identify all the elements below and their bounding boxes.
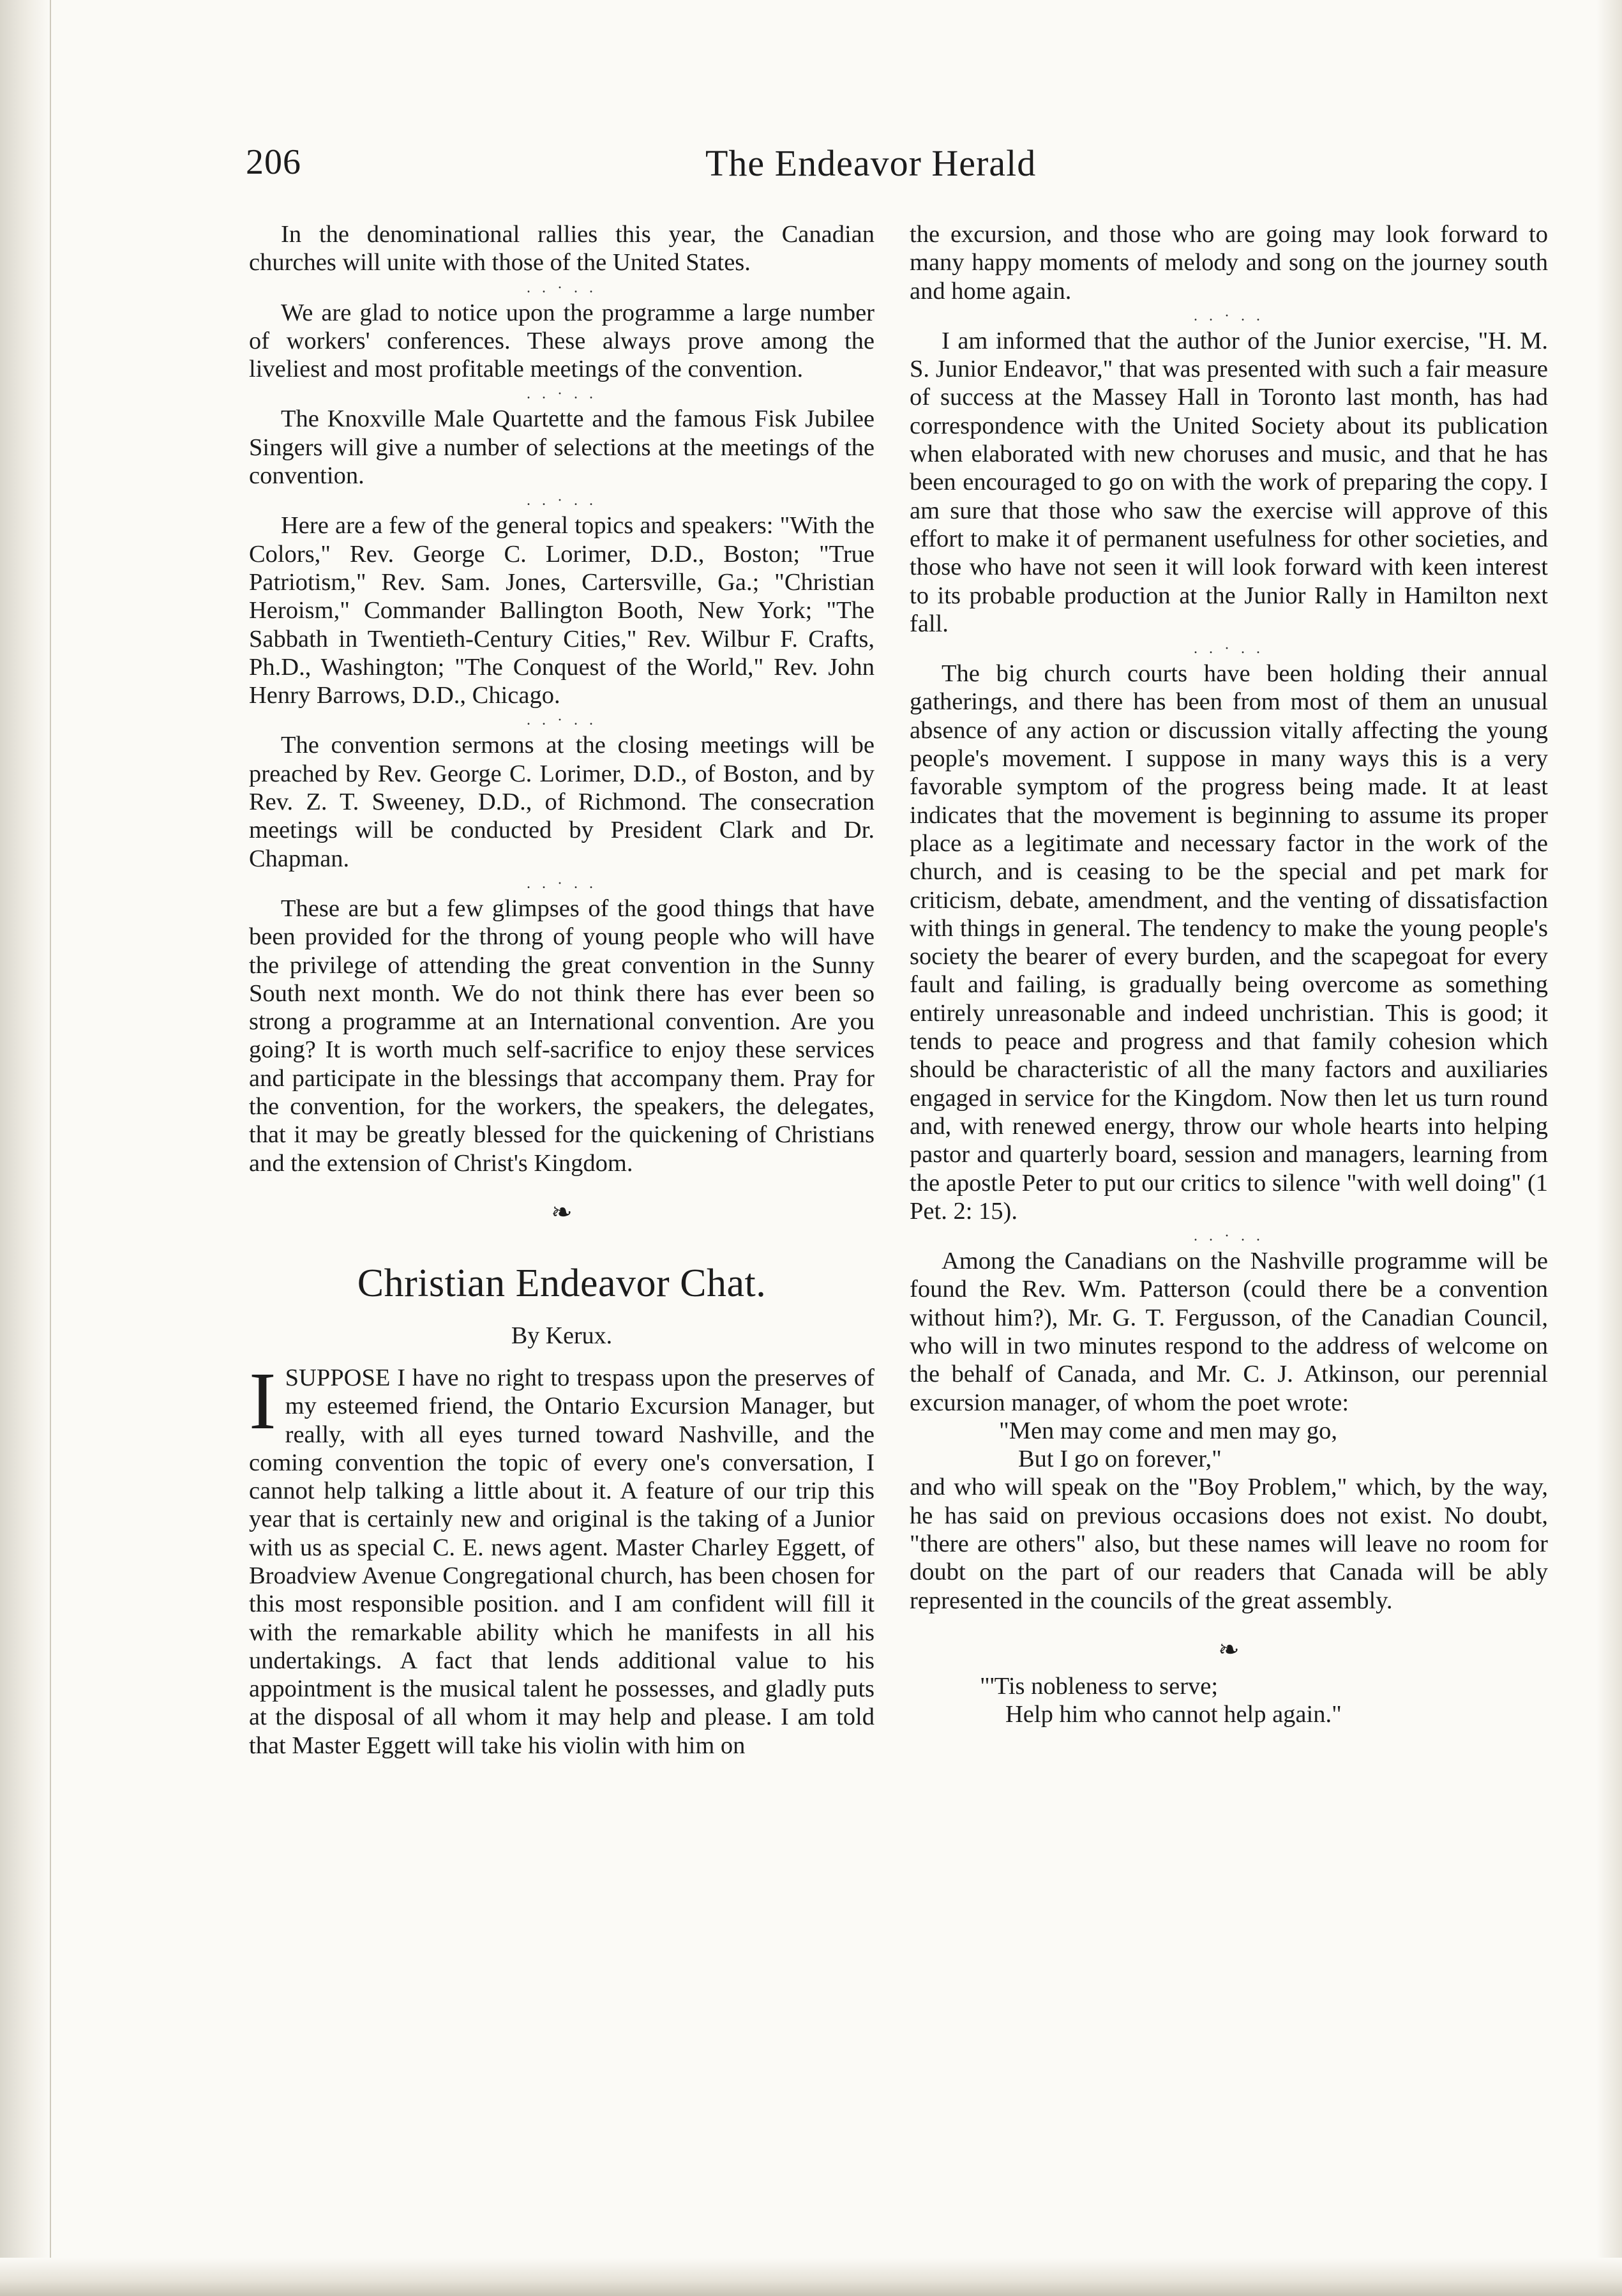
right-paragraph-3: The big church courts have been holding their annual gatherings, and there has been from most of them an unusual absence of any action or discussion vitally affecting the young people's movement. I suppose in many ways this is a very favorable symptom of the progress being made. It at least indicates that the movement is beginning to assume its proper place as a legitimate and necessary factor in the work of the church, and is ceasing to be the special and pet mark for criticism, debate, amendment, and the venting of dissatisfaction with things in general. The tendency to make the young people's society the bearer of every burden, and the scapegoat for every fault and failing, is gradually being overcome as something entirely unreasonable and indeed unchristian. This is good; it tends to peace and progress and that family cohesion which should be characteristic of all the many factors and auxiliaries engaged in service for the Kingdom. Now then let us turn round and, with renewed energy, throw our whole hearts into helping pastor and quarterly board, session and managers, learning from the apostle Peter to put our critics to silence "with well doing" (1 Pet. 2: 15). — [910, 660, 1548, 1225]
closing-quote — [910, 1672, 1548, 1729]
right-paragraph-1: the excursion, and those who are going may look forward to many happy moments of melody and song on the journey south and home again. — [910, 221, 1548, 305]
journal-title: The Endeavor Herald — [705, 142, 1037, 184]
chat-paragraph-1 — [249, 1355, 875, 1760]
right-paragraph-5: and who will speak on the "Boy Problem," which, by the way, he has said on previous occasions does not exist. No doubt, "there are others" also, but these names will leave no room for doubt on the part of our readers that Canada will be ably represented in the councils of the great assembly. — [910, 1474, 1548, 1614]
closing-quote-line-1: "'Tis nobleness to serve; — [980, 1672, 1219, 1700]
left-paragraph-1: In the denominational rallies this year, the Canadian churches will unite with those of the United States. — [249, 221, 875, 276]
verse-line-2: But I go on forever," — [1018, 1446, 1222, 1473]
right-column — [910, 220, 1548, 1729]
closing-quote-line-2: Help him who cannot help again." — [1005, 1701, 1342, 1728]
page-number: 206 — [246, 142, 301, 182]
separator-dots: . . · . . — [527, 492, 597, 510]
section-heading: Christian Endeavor Chat. — [357, 1261, 767, 1305]
running-head — [246, 142, 1098, 199]
separator-dots: . . · . . — [1194, 307, 1264, 324]
separator-dots: . . · . . — [527, 279, 597, 296]
left-column — [249, 220, 875, 1760]
separator-dots: . . · . . — [1194, 1228, 1264, 1245]
right-paragraph-2: I am informed that the author of the Junior exercise, "H. M. S. Junior Endeavor," that was presented with such a fair measure of success at the Massey Hall in Toronto last month, has had correspondence with the United Society about its publication when elaborated with new choruses and music, and that he has been encouraged to go on with the work of preparing the copy. I am sure that those who saw the exercise will approve of this effort to make it of permanent usefulness for other societies, and those who have not seen it will look forward with keen interest to its probable production at the Junior Rally in Hamilton next fall. — [910, 327, 1548, 637]
ornament-icon: ❧ — [1218, 1635, 1240, 1664]
separator-dots: . . · . . — [527, 386, 597, 403]
left-paragraph-4: Here are a few of the general topics and speakers: "With the Colors," Rev. George C. Lorimer, D.D., Boston; "True Patriotism," Rev. Sam. Jones, Cartersville, Ga.; "Christian Heroism," Commander Ballington Booth, New York; "The Sabbath in Twentieth-Century Cities," Rev. Wilbur F. Crafts, Ph.D., Washington; "The Conquest of the World," Rev. John Henry Barrows, D.D., Chicago. — [249, 512, 875, 709]
verse-line-1: "Men may come and men may go, — [999, 1417, 1337, 1444]
chat-paragraph-1-text: SUPPOSE I have no right to trespass upon the preserves of my esteemed friend, the Ontario Excursion Manager, but really, with all eyes turned toward Nashville, and the coming convention the topic of every one's conversation, I cannot help talking a little about it. A feature of our trip this year that is certainly new and original is the taking of a Junior with us as special C. E. news agent. Master Charley Eggett, of Broadview Avenue Congregational church, has been chosen for this most responsible position. and I am confident will fill it with the remarkable ability which he manifests in all his undertakings. A fact that lends additional value to his appointment is the musical talent he possesses, and gladly puts at the disposal of all whom it may help and please. I am told that Master Eggett will take his violin with him on — [249, 1364, 875, 1759]
left-paragraph-6: These are but a few glimpses of the good things that have been provided for the throng of young people who will have the privilege of attending the great convention in the Sunny South next month. We do not think there has ever been so strong a programme at an International convention. Are you going? It is worth much self-sacrifice to enjoy these services and participate in the blessings that accompany them. Pray for the convention, for the workers, the speakers, the delegates, that it may be greatly blessed for the quickening of Christians and the extension of Christ's Kingdom. — [249, 895, 875, 1177]
separator-dots: . . · . . — [1194, 640, 1264, 658]
right-paragraph-4: Among the Canadians on the Nashville programme will be found the Rev. Wm. Patterson (could there be a convention without him?), Mr. G. T. Fergusson, of the Canadian Council, who will in two minutes respond to the address of welcome on the behalf of Canada, and Mr. C. J. Atkinson, our perennial excursion manager, of whom the poet wrote: — [910, 1248, 1548, 1416]
ornament-icon: ❧ — [551, 1197, 573, 1227]
byline: By Kerux. — [511, 1322, 613, 1349]
separator-dots: . . · . . — [527, 712, 597, 729]
left-paragraph-5: The convention sermons at the closing meetings will be preached by Rev. George C. Lorimer, D.D., of Boston, and by Rev. Z. T. Sweeney, D.D., of Richmond. The consecration meetings will be conducted by President Clark and Dr. Chapman. — [249, 732, 875, 872]
page-bottom-edge — [0, 2258, 1622, 2296]
left-paragraph-2: We are glad to notice upon the programme a large number of workers' conferences. These always prove among the liveliest and most profitable meetings of the convention. — [249, 299, 875, 383]
page-right-edge — [1596, 0, 1622, 2296]
page-binding-edge — [0, 0, 51, 2296]
separator-dots: . . · . . — [527, 875, 597, 892]
left-paragraph-3: The Knoxville Male Quartette and the famous Fisk Jubilee Singers will give a number of selections at the meetings of the convention. — [249, 405, 875, 490]
drop-cap: I — [249, 1355, 276, 1446]
